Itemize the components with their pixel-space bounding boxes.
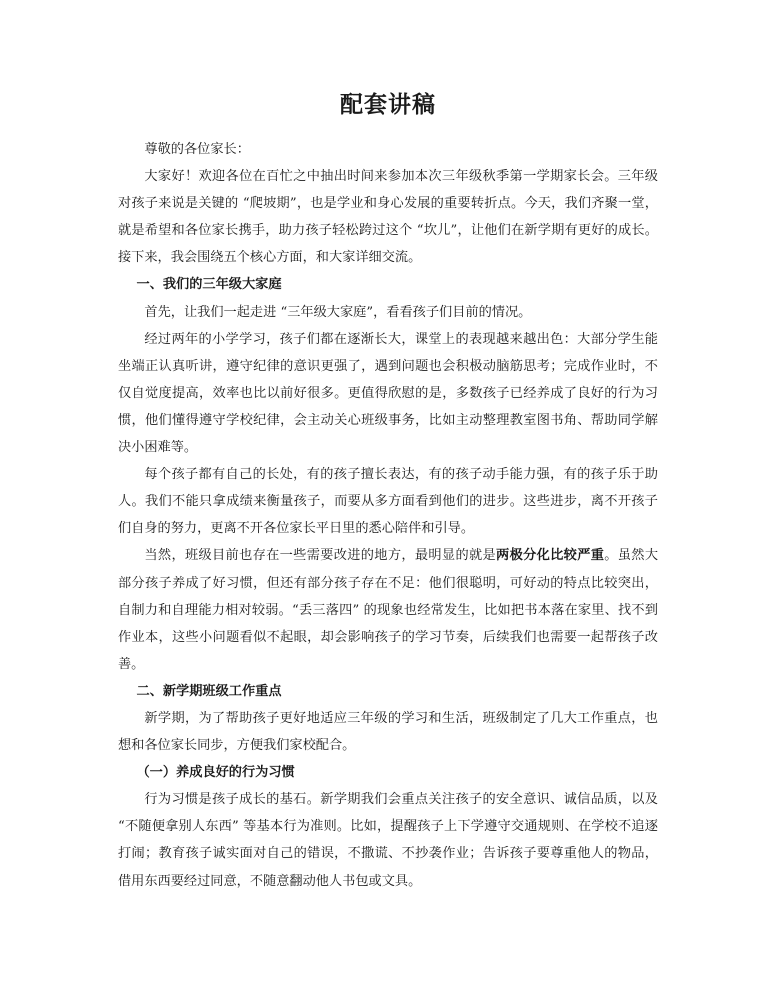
paragraph-text: 。虽然大部分孩子养成了好习惯，但还有部分孩子存在不足：他们很聪明，可好动的特点比较突出，自制力和自理能力相对较弱。“丢三落四” 的现象也经常发生，比如把书本落在家里、找不到作业本，这些小问题看似不起眼，却会影响孩子的学习节奏，后续我们也需要一起帮孩子改善。 (118, 548, 659, 672)
paragraph-text: 当然，班级目前也存在一些需要改进的地方，最明显的就是 (144, 548, 497, 564)
salutation: 尊敬的各位家长： (144, 142, 250, 157)
document-page (118, 88, 658, 895)
section1-paragraph-3: 每个孩子都有自己的长处，有的孩子擅长表达，有的孩子动手能力强，有的孩子乐于助人。我们不能只拿成绩来衡量孩子，而要从多方面看到他们的进步。这些进步，离不开孩子们自身的努力，更离不开各位家长平日里的悉心陪伴和引导。 (118, 467, 658, 537)
section1-paragraph-2: 经过两年的小学学习，孩子们都在逐渐长大，课堂上的表现越来越出色：大部分学生能坐端正认真听讲，遵守纪律的意识更强了，遇到问题也会积极动脑筋思考；完成作业时，不仅自觉度提高，效率也比以前好很多。更值得欣慰的是，多数孩子已经养成了良好的行为习惯，他们懂得遵守学校纪律，会主动关心班级事务，比如主动整理教室图书角、帮助同学解决小困难等。 (118, 331, 658, 456)
section2-paragraph-1: 新学期，为了帮助孩子更好地适应三年级的学习和生活，班级制定了几大工作重点，也想和各位家长同步，方便我们家校配合。 (118, 710, 658, 754)
document-title: 配套讲稿 (340, 91, 436, 118)
section1-paragraph-4 (118, 542, 658, 677)
section-heading-1: 一、我们的三年级大家庭 (136, 277, 282, 293)
section-heading-2: 二、新学期班级工作重点 (136, 683, 282, 699)
subsection1-paragraph-1: 行为习惯是孩子成长的基石。新学期我们会重点关注孩子的安全意识、诚信品质，以及 “不随便拿别人东西” 等基本行为准则。比如，提醒孩子上下学遵守交通规则、在学校不追逐打闹；教育孩子诚实面对自己的错误，不撒谎、不抄袭作业；告诉孩子要尊重他人的物品，借用东西要经过同意，不随意翻动他人书包或文具。 (118, 792, 658, 889)
emphasis-text: 两极分化比较严重 (496, 548, 605, 564)
intro-paragraph: 大家好！欢迎各位在百忙之中抽出时间来参加本次三年级秋季第一学期家长会。三年级对孩子来说是关键的 “爬坡期”，也是学业和身心发展的重要转折点。今天，我们齐聚一堂，就是希望和各位家长携手，助力孩子轻松跨过这个 “坎儿”，让他们在新学期有更好的成长。接下来，我会围绕五个核心方面，和大家详细交流。 (118, 169, 658, 266)
section1-paragraph-1: 首先，让我们一起走进 “三年级大家庭”，看看孩子们目前的情况。 (144, 304, 532, 320)
subsection-heading-1: （一）养成良好的行为习惯 (136, 765, 295, 781)
